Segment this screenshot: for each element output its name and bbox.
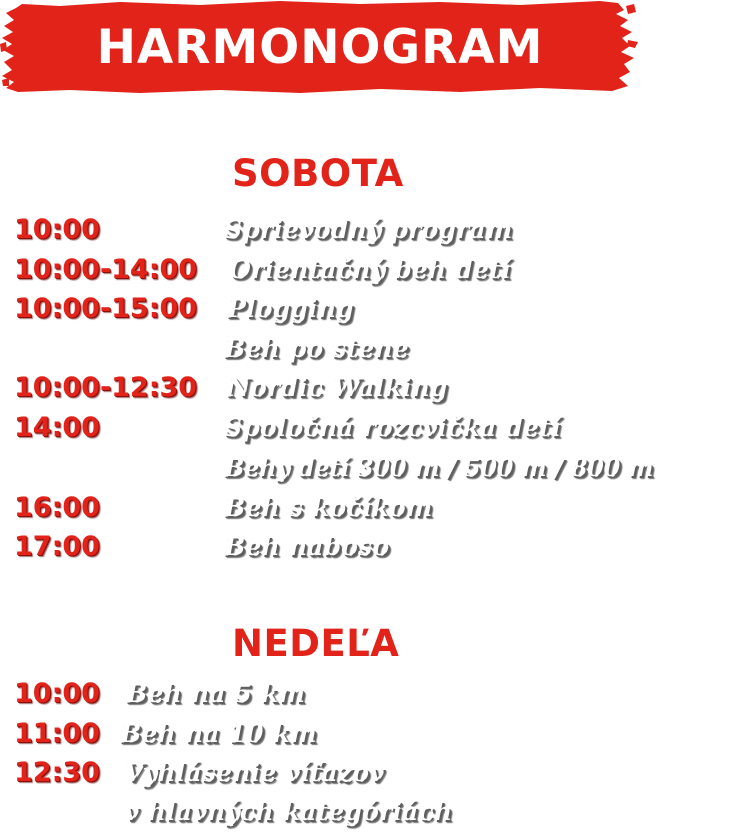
day-heading-sobota: SOBOTA: [232, 152, 404, 195]
day-heading-nedela: NEDEĽA: [232, 622, 400, 665]
schedule-time: 12:30: [14, 757, 100, 788]
schedule-event: Nordic Walking: [227, 373, 448, 402]
title-banner: [0, 0, 640, 95]
schedule-time: 10:00-15:00: [14, 293, 198, 324]
schedule-time: 10:00-12:30: [14, 372, 198, 403]
schedule-event: Orientačný beh detí: [229, 255, 511, 284]
schedule-time: 10:00-14:00: [14, 254, 198, 285]
schedule-event: Plogging: [227, 294, 354, 323]
schedule-event: Beh po stene: [224, 334, 409, 363]
page-title: HARMONOGRAM: [96, 20, 544, 75]
schedule-time: 11:00: [14, 718, 100, 749]
schedule-event: Sprievodný program: [224, 215, 513, 244]
schedule-time: 14:00: [14, 412, 100, 443]
schedule-time: 10:00: [14, 678, 100, 709]
schedule-time: 17:00: [14, 531, 100, 562]
schedule-event: v hlavných kategóriách: [124, 797, 453, 826]
schedule-event: Beh na 10 km: [120, 719, 317, 748]
schedule-time: 16:00: [14, 492, 100, 523]
schedule-time: 10:00: [14, 214, 100, 245]
schedule-event: Beh naboso: [224, 532, 390, 561]
schedule-event: Spoločná rozcvička detí: [224, 413, 561, 442]
schedule-event: Behy detí 300 m / 500 m / 800 m: [224, 453, 654, 482]
schedule-event: Beh s kočíkom: [224, 493, 433, 522]
schedule-event: Beh na 5 km: [126, 679, 306, 708]
schedule-event: Vyhlásenie víťazov: [124, 758, 384, 787]
